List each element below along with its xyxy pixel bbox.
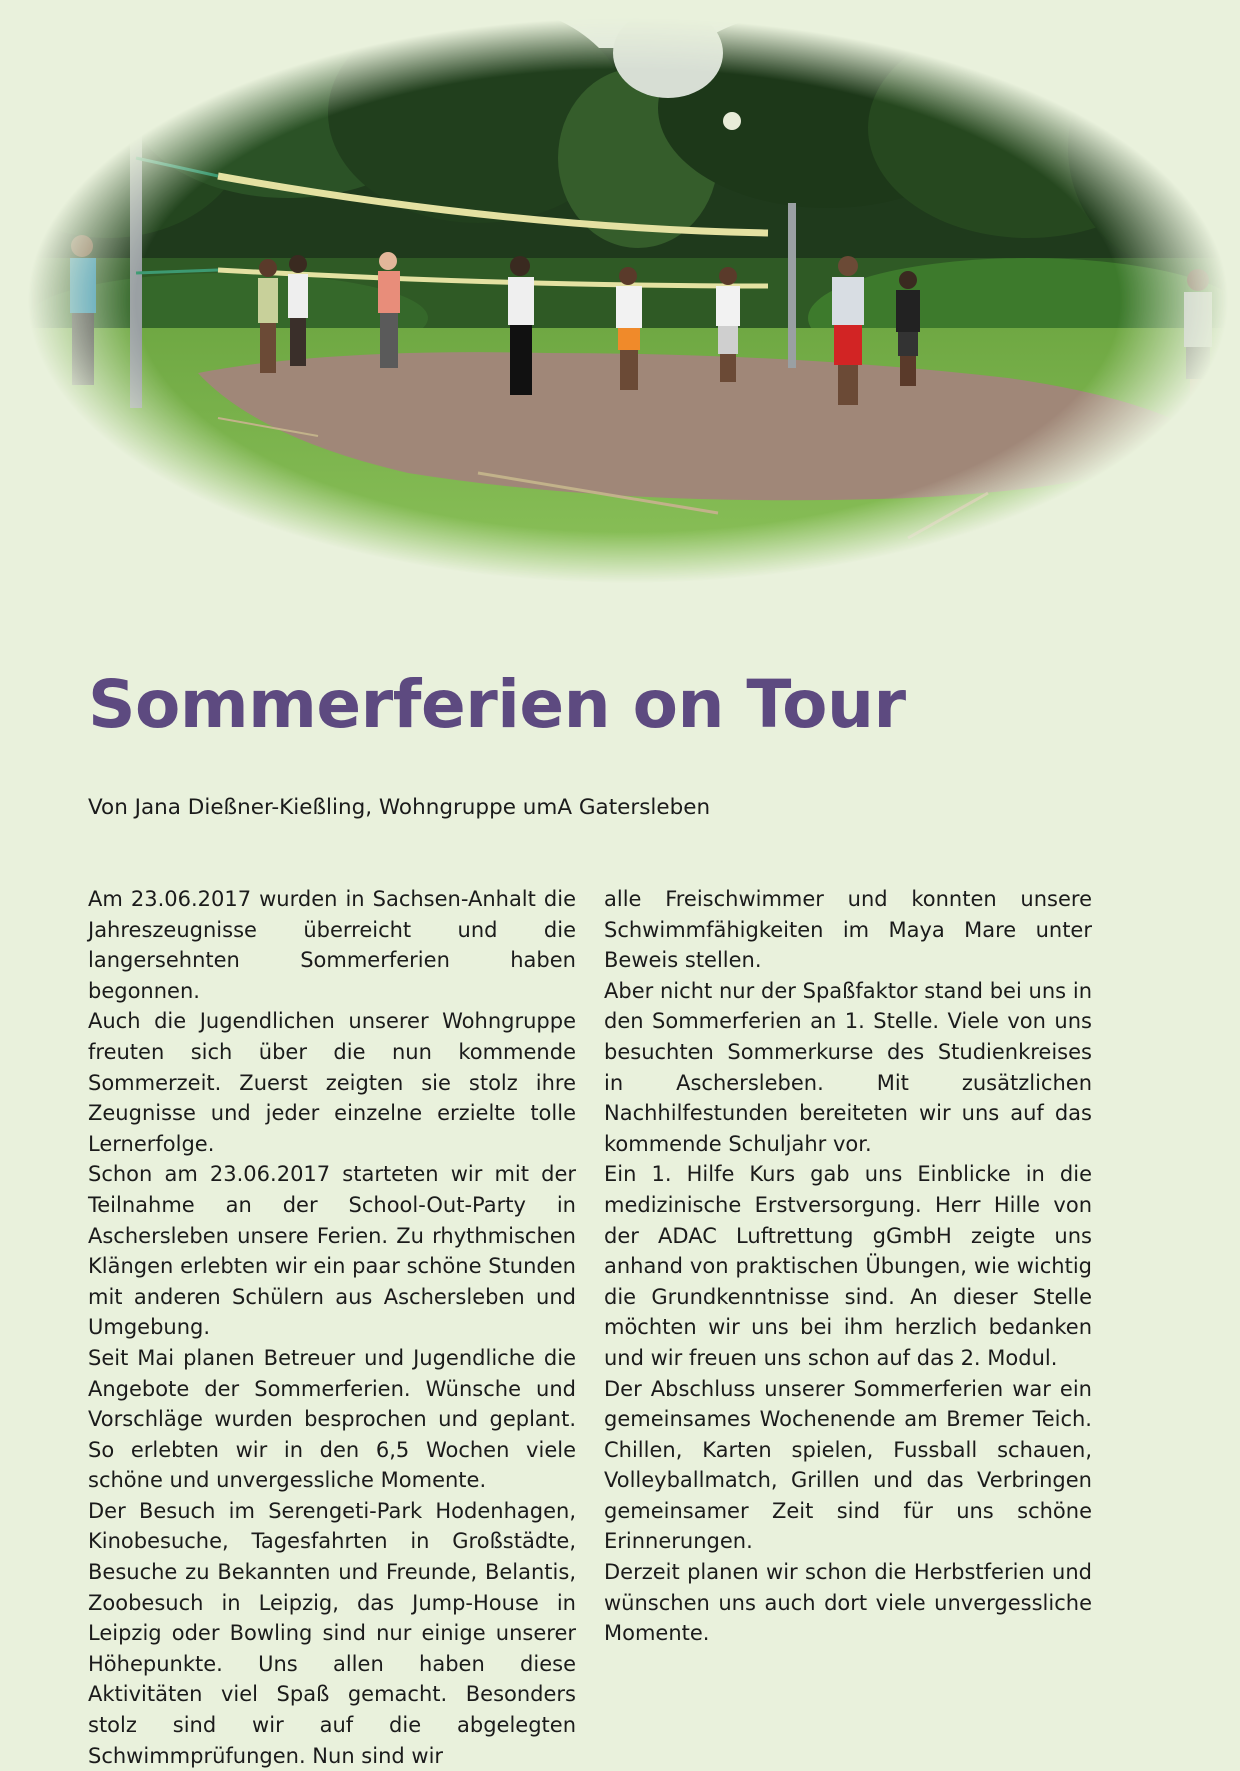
article-byline: Von Jana Dießner-Kießling, Wohngruppe umA Gatersleben bbox=[88, 795, 711, 820]
article-title: Sommerferien on Tour bbox=[88, 666, 906, 743]
paragraph: Auch die Jugendlichen unserer Wohngruppe freuten sich über die nun kommende Sommerzeit. Zuerst zeigten sie stolz ihre Zeugnisse und jeder einzelne erzielte tolle Lernerfolge. bbox=[88, 1009, 576, 1156]
net-pole-right bbox=[788, 203, 796, 368]
article-column-right bbox=[604, 884, 1092, 1649]
paragraph: Der Besuch im Serengeti-Park Hodenhagen, Kinobesuche, Tagesfahrten in Großstädte, Besuche zu Bekannten und Freunde, Belantis, Zoobesuch in Leipzig, das Jump-House in Leipzig oder Bowling sind nur einige unserer Höhepunkte. Uns allen haben diese Aktivitäten viel Spaß gemacht. Besonders stolz sind wir auf die abgelegten Schwimmprüfungen. Nun sind wir bbox=[88, 1498, 576, 1768]
paragraph: Schon am 23.06.2017 starteten wir mit der Teilnahme an der School-Out-Party in Aschersleben unsere Ferien. Zu rhythmischen Klängen erlebten wir ein paar schöne Stunden mit anderen Schülern aus Aschersleben und Umgebung. bbox=[88, 1162, 576, 1340]
paragraph: Am 23.06.2017 wurden in Sachsen-Anhalt die Jahreszeugnisse überreicht und die langersehnten Sommerferien haben begonnen. bbox=[88, 887, 576, 1003]
volleyball-scene-illustration bbox=[28, 18, 1228, 583]
paragraph: Derzeit planen wir schon die Herbstferien und wünschen uns auch dort viele unvergessliche Momente. bbox=[604, 1560, 1092, 1646]
paragraph: alle Freischwimmer und konnten unsere Schwimmfähigkeiten im Maya Mare unter Beweis stellen. bbox=[604, 887, 1092, 973]
paragraph: Aber nicht nur der Spaßfaktor stand bei uns in den Sommerferien an 1. Stelle. Viele von uns besuchten Sommerkurse des Studienkreises in Aschersleben. Mit zusätzlichen Nachhilfestunden bereiteten wir uns auf das kommende Schuljahr vor. bbox=[604, 978, 1092, 1156]
volleyball-ball bbox=[723, 112, 741, 130]
paragraph: Ein 1. Hilfe Kurs gab uns Einblicke in die medizinische Erstversorgung. Herr Hille von der ADAC Luftrettung gGmbH zeigte uns anhand von praktischen Übungen, wie wichtig die Grundkenntnisse sind. An dieser Stelle möchten wir uns bei ihm herzlich bedanken und wir freuen uns schon auf das 2. Modul. bbox=[604, 1162, 1092, 1370]
volleyball-photo bbox=[28, 18, 1228, 583]
paragraph: Der Abschluss unserer Sommerferien war ein gemeinsames Wochenende am Bremer Teich. Chillen, Karten spielen, Fussball schauen, Volleyballmatch, Grillen und das Verbringen gemeinsamer Zeit sind für uns schöne Erinnerungen. bbox=[604, 1376, 1092, 1554]
article-column-left bbox=[88, 884, 576, 1771]
paragraph: Seit Mai planen Betreuer und Jugendliche die Angebote der Sommerferien. Wünsche und Vorschläge wurden besprochen und geplant. So erlebten wir in den 6,5 Wochen viele schöne und unvergessliche Momente. bbox=[88, 1345, 576, 1493]
net-pole-left bbox=[130, 118, 142, 408]
